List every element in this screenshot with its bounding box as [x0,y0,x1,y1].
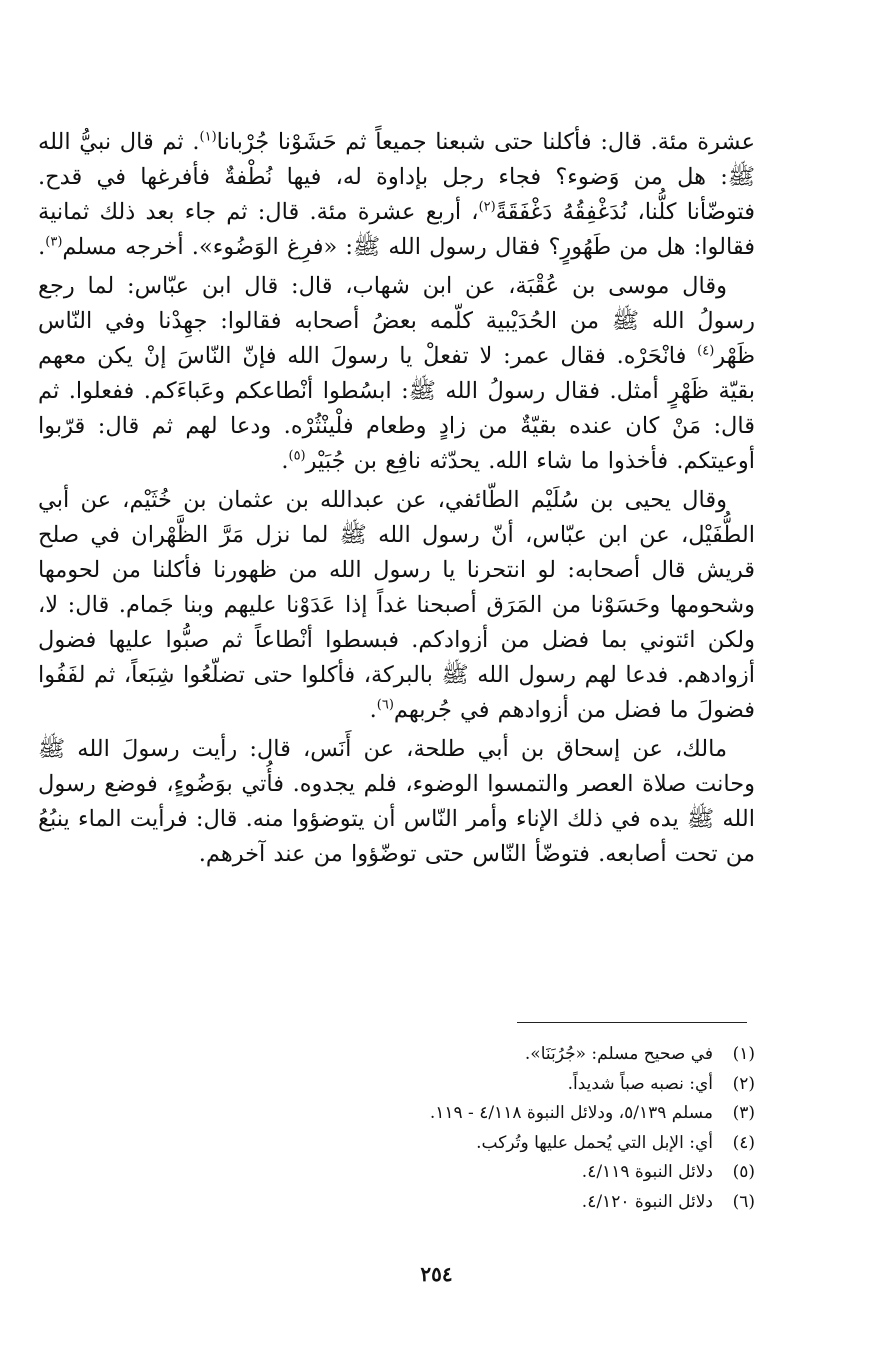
footnote-text: في صحيح مسلم: «جُرُبَنَا». [524,1044,713,1064]
footnote-number: (١) [732,1044,755,1064]
footnote-item [155,1129,755,1159]
paragraph-text: . ثم قال نبيُّ الله ﷺ: هل من وَضوء؟ فجاء رجل بإداوة له، فيها نُطْفةٌ فأفرغها في قدح. فتوضّأنا كلُّنا، نُدَغْفِقُهُ دَغْفَقَةً [38,129,755,225]
footnote-ref: (٣) [45,234,63,250]
paragraph-text: مالك، عن إسحاق بن أبي طلحة، عن أَنَس، قال: رأيت رسولَ الله ﷺ وحانت صلاة العصر والتمسوا الوضوء، فلم يجدوه. فأُتي بوَضُوءٍ، فوضع رسول الله ﷺ يده في ذلك الإناء وأمر النّاس أن يتوضؤوا منه. قال: فرأيت الماء ينبُعُ من تحت أصابعه. فتوضّأ النّاس حتى توضّؤوا من عند آخرهم. [38,736,755,867]
footnote-text: أي: نصبه صباً شديداً. [567,1073,713,1094]
paragraph-text: عشرة مئة. قال: فأكلنا حتى شبعنا جميعاً ثم حَشَوْنا جُرْبانا [216,129,755,155]
footnote-divider [517,1022,747,1023]
main-text [38,125,755,872]
paragraph-text: فانْحَرْه. فقال عمر: لا تفعلْ يا رسولَ الله فإنّ النّاسَ إنْ يكن معهم بقيّة ظَهْرٍ أمثل. فقال رسولُ الله ﷺ: ابسُطوا أنْطاعكم وعَباءَكم. ففعلوا. ثم قال: مَنْ كان عنده بقيّةٌ من زادٍ وطعام فلْينْثُرْه. ودعا لهم ثم قال: قرّبوا أوعيتكم. فأخذوا ما شاء الله. يحدّثه نافِع بن جُبَيْر [38,343,755,474]
page-number: ٢٥٤ [420,1262,453,1286]
footnote-number: (٢) [732,1073,755,1094]
footnote-item [155,1188,755,1218]
footnote-item [155,1158,755,1188]
footnote-item [155,1070,755,1100]
footnote-ref: (٢) [478,199,496,215]
footnotes [155,1040,755,1217]
paragraph-text: وقال يحيى بن سُلَيْم الطّائفي، عن عبدالله بن عثمان بن خُثَيْم، عن أبي الطُّفَيْل، عن ابن عبّاس، أنّ رسول الله ﷺ لما نزل مَرَّ الظَّهْران في صلح قريش قال أصحابه: لو انتحرنا يا رسول الله من ظهورنا فأكلنا من لحومها وشحومها وحَسَوْنا من المَرَق أصبحنا غداً إذا عَدَوْنا عليهم وبنا جَمام. قال: لا، ولكن ائتوني بما فضل من أزوادكم. فبسطوا أنْطاعاً ثم صبُّوا عليها فضول أزوادهم. فدعا لهم رسول الله ﷺ بالبركة، فأكلوا حتى تضلّعُوا شِبَعاً، ثم لفَفُوا فضولَ ما فضل من أزوادهم في جُربهم [38,487,755,723]
footnote-ref: (١) [199,129,217,145]
footnote-text: دلائل النبوة ٤/١٢٠. [581,1191,713,1212]
paragraph-2 [38,269,755,479]
footnote-text: دلائل النبوة ٤/١١٩. [581,1162,713,1182]
footnote-text: أي: الإبل التي يُحمل عليها وتُركب. [476,1132,713,1153]
paragraph-3 [38,483,755,728]
footnote-text: مسلم ٥/١٣٩، ودلائل النبوة ٤/١١٨ - ١١٩. [429,1103,713,1123]
paragraph-4 [38,732,755,872]
footnote-number: (٥) [732,1162,755,1182]
paragraph-text: . [281,448,289,474]
footnote-number: (٤) [732,1132,755,1153]
footnote-item [155,1099,755,1129]
footnote-ref: (٦) [376,697,394,713]
footnote-ref: (٤) [697,343,715,359]
paragraph-text: وقال موسى بن عُقْبَة، عن ابن شهاب، قال: قال ابن عبّاس: لما رجع رسولُ الله ﷺ من الحُدَيْبية كلّمه بعضُ أصحابه فقالوا: جهِدْنا وفي النّاس ظَهْر [38,273,755,369]
footnote-item [155,1040,755,1070]
footnote-number: (٦) [732,1191,755,1212]
footnote-number: (٣) [732,1103,755,1123]
paragraph-text: . [38,234,46,260]
paragraph-text: ، أربع عشرة مئة. قال: ثم جاء بعد ذلك ثمانية فقالوا: هل من طَهُورٍ؟ فقال رسول الله ﷺ: «فرِغ الوَضُوء». أخرجه مسلم [38,199,755,260]
paragraph-text: . [369,697,377,723]
paragraph-1 [38,125,755,265]
footnote-ref: (٥) [288,448,306,464]
